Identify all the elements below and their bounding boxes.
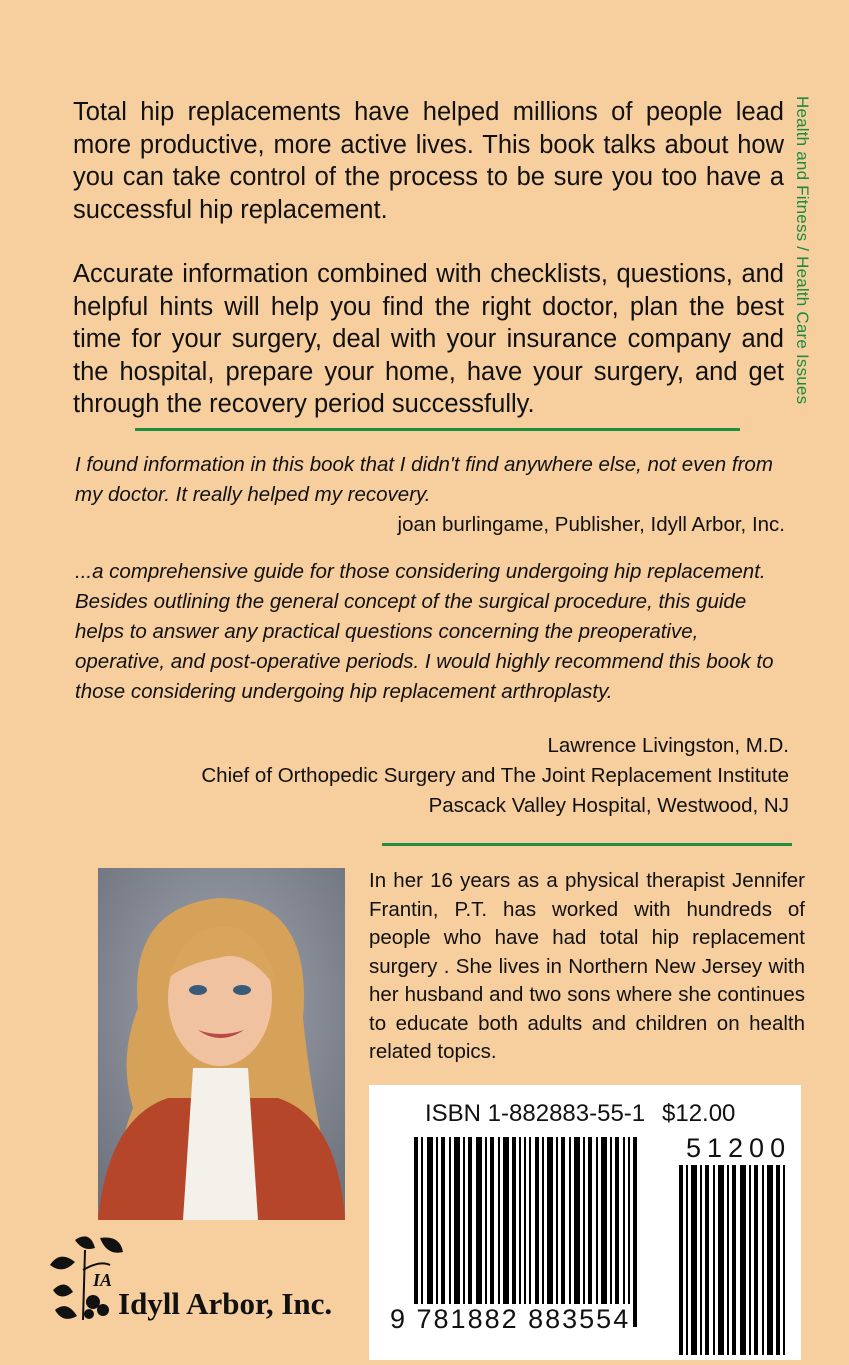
review-attribution-title: Chief of Orthopedic Surgery and The Joint Replacement Institute bbox=[201, 764, 789, 787]
review-attribution-name: Lawrence Livingston, M.D. bbox=[547, 734, 789, 757]
review-quote-1: I found information in this book that I didn't find anywhere else, not even from my doctor. It really helped my recovery. bbox=[75, 453, 773, 506]
review-attribution-1: joan burlingame, Publisher, Idyll Arbor, Inc. bbox=[397, 513, 785, 536]
isbn-text: ISBN 1-882883-55-1 bbox=[425, 1100, 646, 1127]
price-code: 51200 bbox=[686, 1133, 792, 1163]
logo-initials: IA bbox=[93, 1270, 113, 1290]
description-paragraph-2: Accurate information combined with checklists, questions, and helpful hints will help you find the right doctor, plan the best time for your surgery, deal with your insurance company and the hospital, prepare your home, have your surgery, and get through the recovery period successfully. bbox=[73, 260, 784, 418]
divider-1 bbox=[135, 428, 740, 431]
publisher-name: Idyll Arbor, Inc. bbox=[118, 1286, 333, 1321]
category-label: Health and Fitness / Health Care Issues bbox=[793, 96, 812, 405]
description-paragraph-1: Total hip replacements have helped millions of people lead more productive, more active lives. This book talks about how you can take control of the process to be sure you too have a successful hip replacement. bbox=[73, 98, 784, 224]
author-photo bbox=[98, 868, 345, 1220]
review-quote-2: ...a comprehensive guide for those considering undergoing hip replacement. Besides outlining the general concept of the surgical procedure, this guide helps to answer any practical questions concerning the preoperative, operative, and post-operative periods. I would highly recommend this book to those considering undergoing hip replacement arthroplasty. bbox=[75, 560, 774, 703]
ean-number: 9 781882 883554 bbox=[390, 1304, 631, 1334]
author-bio: In her 16 years as a physical therapist Jennifer Frantin, P.T. has worked with hundreds of people who have had total hip replacement surgery . She lives in Northern New Jersey with her husband and two sons where she continues to educate both adults and children on health related topics. bbox=[369, 869, 805, 1063]
review-attribution-hospital: Pascack Valley Hospital, Westwood, NJ bbox=[428, 794, 789, 817]
divider-2 bbox=[382, 843, 792, 846]
price-text: $12.00 bbox=[662, 1100, 736, 1127]
